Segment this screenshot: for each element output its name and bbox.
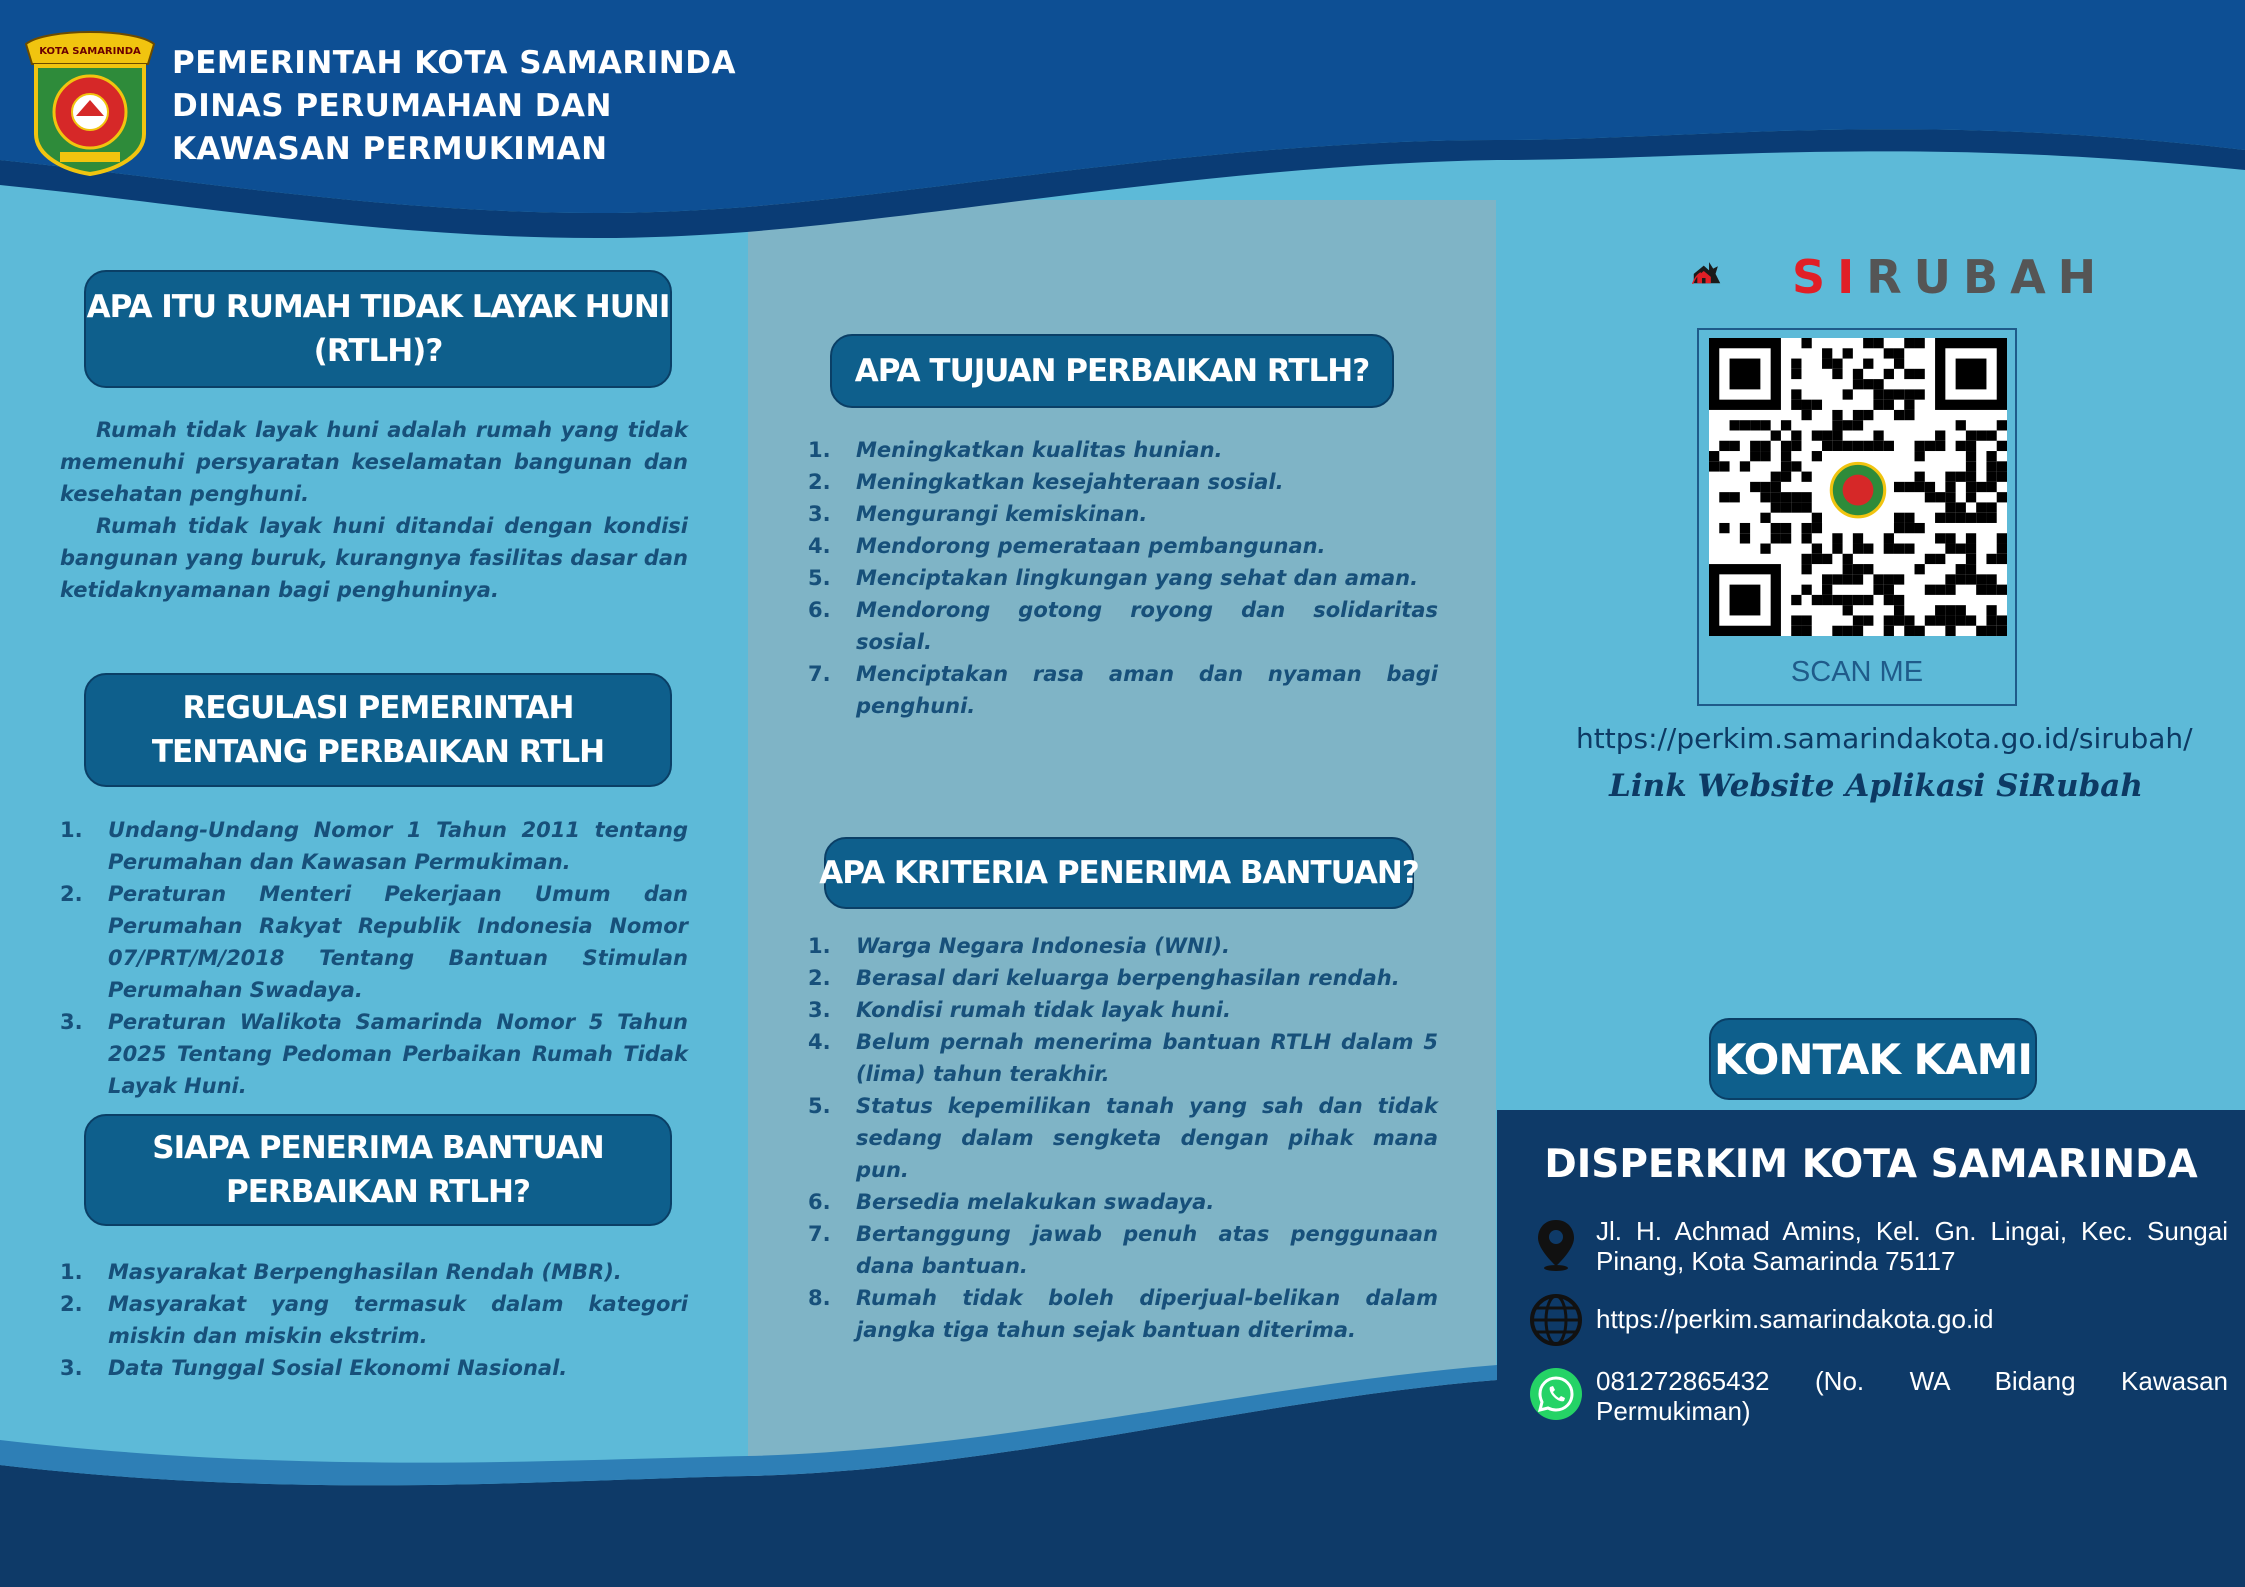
logo-text-rest: RUBAH bbox=[1866, 250, 2109, 304]
list-item: 6. Bersedia melakukan swadaya. bbox=[808, 1190, 1215, 1214]
section-title-penerima bbox=[84, 1114, 672, 1226]
list-item: 1. Warga Negara Indonesia (WNI). bbox=[808, 934, 1230, 958]
sirubah-link[interactable]: https://perkim.samarindakota.go.id/sirubah/ bbox=[1576, 722, 2193, 755]
section-title-line: APA KRITERIA PENERIMA BANTUAN? bbox=[819, 855, 1419, 891]
rtlh-definition bbox=[60, 414, 688, 606]
header-line-3: KAWASAN PERMUKIMAN bbox=[172, 131, 608, 167]
kontak-kami-badge: KONTAK KAMI bbox=[1709, 1018, 2037, 1100]
list-item: 5. Status kepemilikan tanah yang sah dan tidak sedang dalam sengketa dengan pihak mana pun. bbox=[808, 1094, 1438, 1182]
list-item: 1. Undang-Undang Nomor 1 Tahun 2011 tentang Perumahan dan Kawasan Permukiman. bbox=[60, 818, 688, 874]
list-item: 3. Kondisi rumah tidak layak huni. bbox=[808, 998, 1231, 1022]
qr-code[interactable] bbox=[1709, 338, 2007, 636]
list-item: 3. Data Tunggal Sosial Ekonomi Nasional. bbox=[60, 1356, 568, 1380]
regulasi-list bbox=[60, 814, 688, 1102]
logo-text-red: SI bbox=[1792, 250, 1867, 304]
section-title-tujuan bbox=[830, 334, 1394, 408]
section-title-kriteria bbox=[819, 837, 1419, 909]
address-row bbox=[1528, 1216, 2228, 1286]
list-item: 4. Belum pernah menerima bantuan RTLH dalam 5 (lima) tahun terakhir. bbox=[808, 1030, 1438, 1086]
kota-samarinda-emblem-icon bbox=[16, 24, 164, 176]
sirubah-house-icon bbox=[1692, 228, 1792, 318]
section-title-line: PERBAIKAN RTLH? bbox=[226, 1174, 530, 1210]
whatsapp-icon bbox=[1528, 1366, 1584, 1422]
header-title bbox=[172, 42, 736, 171]
scan-me-label: SCAN ME bbox=[1790, 656, 1924, 688]
section-title-line: REGULASI PEMERINTAH bbox=[182, 690, 574, 726]
paragraph: Rumah tidak layak huni adalah rumah yang tidak memenuhi persyaratan keselamatan bangunan dan kesehatan penghuni. bbox=[60, 418, 688, 506]
list-item: 3. Peraturan Walikota Samarinda Nomor 5 Tahun 2025 Tentang Pedoman Perbaikan Rumah Tidak Layak Huni. bbox=[60, 1010, 688, 1098]
kriteria-list bbox=[808, 930, 1438, 1346]
svg-text:KOTA SAMARINDA: KOTA SAMARINDA bbox=[39, 46, 141, 57]
penerima-list bbox=[60, 1256, 688, 1384]
header-line-1: PEMERINTAH KOTA SAMARINDA bbox=[172, 45, 736, 81]
location-pin-icon bbox=[1528, 1216, 1584, 1272]
section-title-line: (RTLH)? bbox=[313, 333, 443, 369]
contact-title: DISPERKIM KOTA SAMARINDA bbox=[1544, 1142, 2198, 1187]
address-text: Jl. H. Achmad Amins, Kel. Gn. Lingai, Kec. Sungai Pinang, Kota Samarinda 75117 bbox=[1596, 1216, 2228, 1276]
phone-row bbox=[1528, 1366, 2228, 1436]
section-title-line: TENTANG PERBAIKAN RTLH bbox=[151, 734, 605, 770]
list-item: 2. Peraturan Menteri Pekerjaan Umum dan Perumahan Rakyat Republik Indonesia Nomor 07/PRT/M/2018 Tentang Bantuan Stimulan Perumahan Swadaya. bbox=[60, 882, 688, 1002]
list-item: 7. Bertanggung jawab penuh atas penggunaan dana bantuan. bbox=[808, 1222, 1438, 1278]
section-title-rtlh bbox=[84, 270, 672, 388]
header-line-2: DINAS PERUMAHAN DAN bbox=[172, 88, 612, 124]
list-item: 3. Mengurangi kemiskinan. bbox=[808, 502, 1148, 526]
qr-code-icon bbox=[1709, 338, 2007, 636]
section-title-regulasi bbox=[84, 673, 672, 787]
qr-code-frame bbox=[1697, 328, 2017, 706]
list-item: 2. Berasal dari keluarga berpenghasilan rendah. bbox=[808, 966, 1400, 990]
website-text[interactable]: https://perkim.samarindakota.go.id bbox=[1596, 1304, 1994, 1334]
sirubah-logo-text bbox=[1792, 250, 2108, 304]
globe-icon bbox=[1528, 1292, 1584, 1348]
section-title-line: SIAPA PENERIMA BANTUAN bbox=[152, 1130, 604, 1166]
section-title-line: APA ITU RUMAH TIDAK LAYAK HUNI bbox=[86, 289, 670, 325]
paragraph: Rumah tidak layak huni ditandai dengan kondisi bangunan yang buruk, kurangnya fasilitas dasar dan ketidaknyamanan bagi penghuninya. bbox=[60, 514, 688, 602]
list-item: 5. Menciptakan lingkungan yang sehat dan aman. bbox=[808, 566, 1419, 590]
sirubah-link-caption: Link Website Aplikasi SiRubah bbox=[1609, 768, 2143, 804]
list-item: 1. Meningkatkan kualitas hunian. bbox=[808, 438, 1223, 462]
list-item: 2. Meningkatkan kesejahteraan sosial. bbox=[808, 470, 1284, 494]
list-item: 4. Mendorong pemerataan pembangunan. bbox=[808, 534, 1326, 558]
list-item: 7. Menciptakan rasa aman dan nyaman bagi penghuni. bbox=[808, 662, 1438, 718]
section-title-line: APA TUJUAN PERBAIKAN RTLH? bbox=[854, 353, 1370, 389]
list-item: 8. Rumah tidak boleh diperjual-belikan dalam jangka tiga tahun sejak bantuan diterima. bbox=[808, 1286, 1438, 1342]
tujuan-list bbox=[808, 434, 1438, 722]
phone-text[interactable]: 081272865432 (No. WA Bidang Kawasan Permukiman) bbox=[1596, 1366, 2228, 1426]
list-item: 6. Mendorong gotong royong dan solidaritas sosial. bbox=[808, 598, 1438, 654]
list-item: 2. Masyarakat yang termasuk dalam kategori miskin dan miskin ekstrim. bbox=[60, 1292, 688, 1348]
list-item: 1. Masyarakat Berpenghasilan Rendah (MBR). bbox=[60, 1260, 622, 1284]
website-row bbox=[1528, 1292, 2228, 1348]
